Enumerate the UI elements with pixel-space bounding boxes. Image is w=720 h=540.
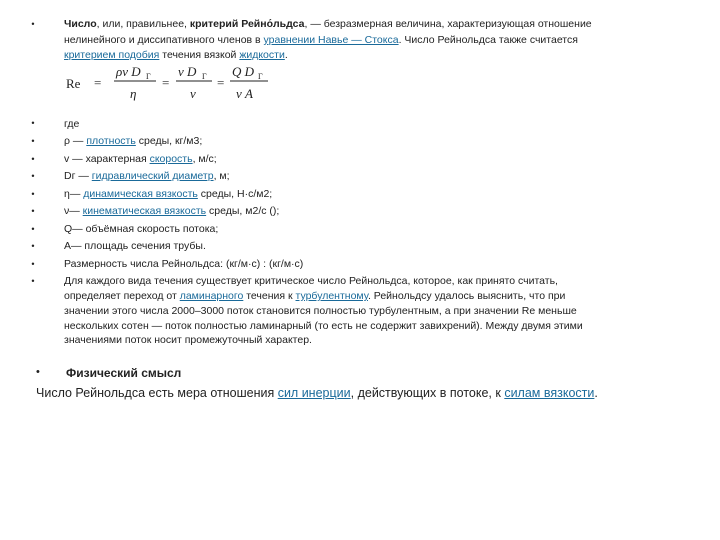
critical-para-line-4	[64, 320, 583, 333]
item-text: A— площадь сечения трубы.	[64, 240, 206, 252]
frac2-num: v D	[178, 64, 197, 79]
item-text: среды, м2/с ();	[206, 205, 280, 217]
frac1-sub: Г	[146, 72, 151, 81]
link-fluid[interactable]: жидкости	[239, 49, 285, 61]
frac3-num: Q D	[232, 64, 255, 79]
bullet: •	[31, 154, 35, 164]
list-item	[64, 240, 206, 253]
intro-line-1	[64, 18, 592, 31]
link-dynamic-viscosity[interactable]: динамическая вязкость	[83, 188, 198, 200]
formula-lhs: Re	[66, 76, 81, 91]
link-similarity-criterion[interactable]: критерием подобия	[64, 49, 160, 61]
bullet: •	[31, 171, 35, 181]
item-text: ν—	[64, 205, 83, 217]
item-text: среды, Н·с/м2;	[197, 188, 273, 200]
para-text: течения к	[243, 290, 296, 302]
para-text: значении этого числа 2000–3000 поток становится полностью турбулентным, а при значении Re меньше	[64, 305, 577, 317]
frac1-den: η	[130, 86, 137, 101]
link-velocity[interactable]: скорость	[149, 153, 193, 165]
list-item	[64, 170, 230, 183]
list-item	[64, 188, 272, 201]
section-text-part: Число Рейнольдса есть мера отношения	[36, 386, 278, 400]
list-item	[64, 223, 218, 236]
critical-para-line-2	[64, 290, 565, 303]
link-hydraulic-diameter[interactable]: гидравлический диаметр	[91, 170, 214, 182]
link-density[interactable]: плотность	[86, 135, 136, 147]
bullet: •	[31, 118, 35, 128]
bullet: •	[31, 206, 35, 216]
section-bullet: •	[36, 366, 40, 378]
term-number: Число	[64, 18, 97, 30]
bullet: •	[31, 241, 35, 251]
section-text-part: .	[594, 386, 598, 400]
list-item	[64, 258, 303, 271]
bullet: •	[31, 189, 35, 199]
frac3-den: ν A	[236, 86, 253, 101]
section-text-part: , действующих в потоке, к	[350, 386, 505, 400]
intro-line-2	[64, 34, 578, 47]
formula-eq: =	[217, 75, 225, 90]
intro-text: .	[284, 49, 288, 61]
term-reynolds: критерий Рейно́льдса	[189, 18, 305, 30]
critical-para-line-3	[64, 305, 577, 318]
section-text	[36, 386, 598, 400]
item-text: η—	[64, 188, 84, 200]
link-navier-stokes[interactable]: уравнении Навье — Стокса	[263, 34, 399, 46]
intro-text: нелинейного и диссипативного членов в	[64, 34, 264, 46]
intro-text: , — безразмерная величина, характеризующая отношение	[304, 18, 592, 30]
bullet: •	[31, 259, 35, 269]
item-text: ρ —	[64, 135, 87, 147]
para-text: значениями поток носит промежуточный характер.	[64, 334, 312, 346]
link-kinematic-viscosity[interactable]: кинематическая вязкость	[82, 205, 207, 217]
para-text: определяет переход от	[64, 290, 180, 302]
para-text: нескольких сотен — поток полностью ламинарный (то есть не содержит завихрений). Между двумя этими	[64, 320, 583, 332]
bullet: •	[31, 136, 35, 146]
frac2-sub: Г	[202, 72, 207, 81]
item-text: , м;	[213, 170, 230, 182]
critical-para-line-1	[64, 275, 558, 288]
formula-eq: =	[94, 75, 102, 90]
critical-para-line-5	[64, 334, 312, 347]
bullet: •	[31, 224, 35, 234]
list-item	[64, 205, 279, 218]
reynolds-formula	[64, 62, 274, 104]
bullet: •	[31, 276, 35, 286]
item-text: Dг —	[64, 170, 92, 182]
frac2-den: ν	[190, 86, 196, 101]
link-laminar[interactable]: ламинарного	[179, 290, 244, 302]
frac1-num: ρv D	[116, 64, 141, 79]
intro-text: , или, правильнее,	[96, 18, 190, 30]
para-text: . Рейнольдсу удалось выяснить, что при	[367, 290, 566, 302]
link-turbulent[interactable]: турбулентному	[295, 290, 368, 302]
list-item	[64, 118, 79, 131]
bullet: •	[31, 19, 35, 29]
item-text: Q— объёмная скорость потока;	[64, 223, 219, 235]
item-text: среды, кг/м3;	[135, 135, 203, 147]
link-inertia-forces[interactable]: сил инерции	[277, 386, 351, 400]
item-text: , м/с;	[192, 153, 217, 165]
link-viscous-forces[interactable]: силам вязкости	[504, 386, 595, 400]
item-text: v — характерная	[64, 153, 150, 165]
formula-eq: =	[162, 75, 170, 90]
item-text: Размерность числа Рейнольдса: (кг/м·с) : (кг/м·с)	[64, 258, 304, 270]
intro-text: . Число Рейнольдса также считается	[398, 34, 578, 46]
list-item	[64, 153, 217, 166]
section-title: Физический смысл	[66, 366, 182, 380]
para-text: Для каждого вида течения существует критическое число Рейнольдса, которое, как принято считать,	[64, 275, 558, 287]
list-item	[64, 135, 202, 148]
intro-text: течения вязкой	[159, 49, 240, 61]
item-text: где	[64, 118, 80, 130]
frac3-sub: Г	[258, 72, 263, 81]
intro-line-3	[64, 49, 288, 62]
